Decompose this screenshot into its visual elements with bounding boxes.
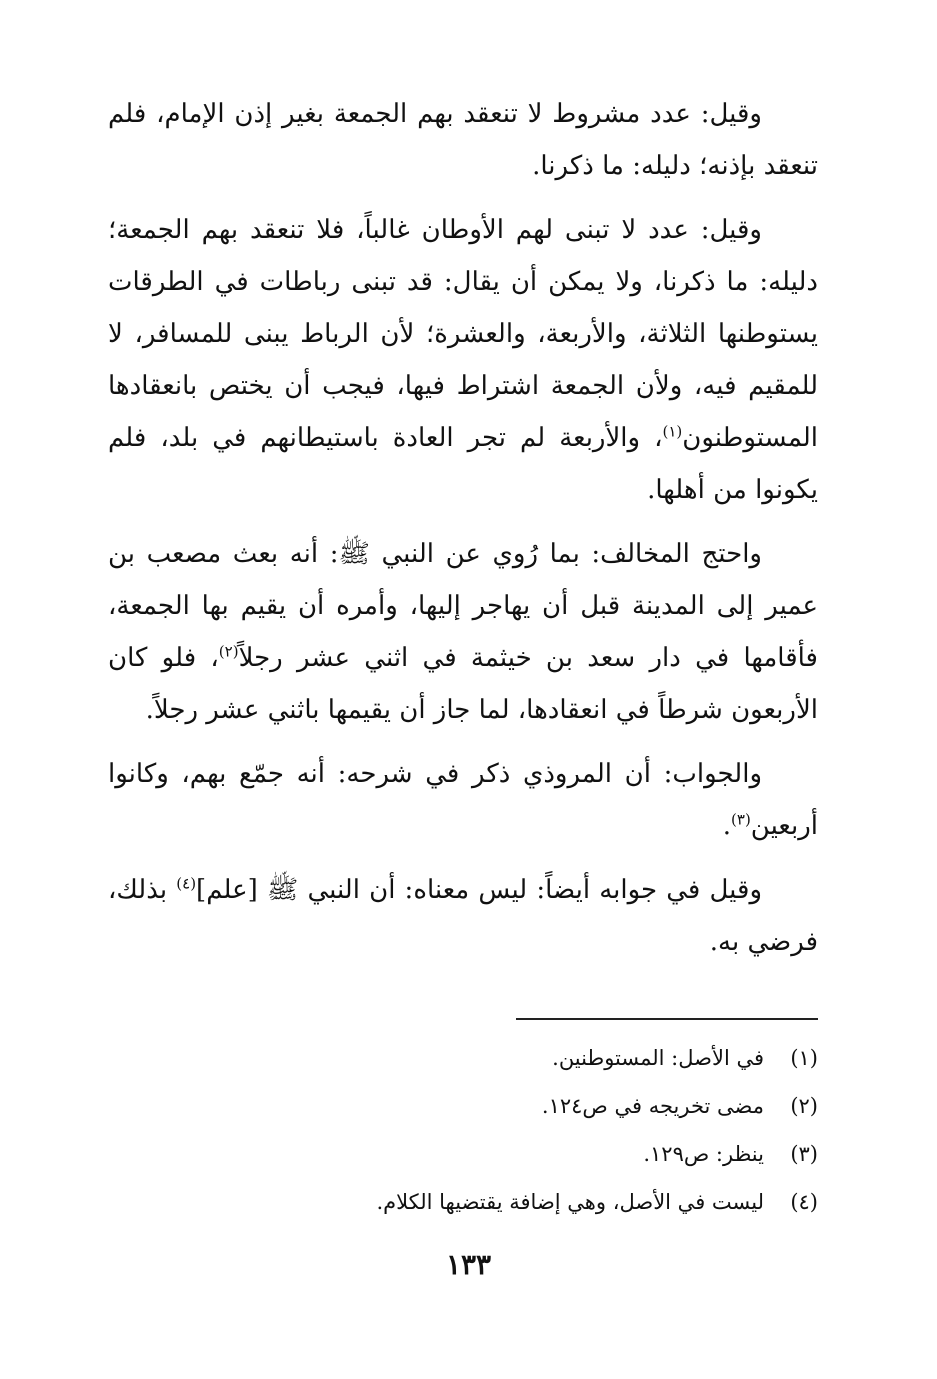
page-number: ١٣٣ <box>445 1248 492 1281</box>
footnote-divider <box>516 1018 818 1020</box>
paragraph-4 <box>108 748 818 852</box>
footnote-ref-3[interactable]: (٣) <box>731 810 751 829</box>
paragraph-2-continuation: ، والأربعة لم تجر العادة باستيطانهم في بلد، فلم يكونوا من أهلها. <box>108 423 818 505</box>
paragraph-3-continuation: ، فلو كان الأربعون شرطاً في انعقادها، لما جاز أن يقيمها باثني عشر رجلاً. <box>108 643 818 725</box>
main-text <box>108 88 818 980</box>
footnote-text: ليست في الأصل، وهي إضافة يقتضيها الكلام. <box>376 1190 764 1214</box>
footnote-number: (٣) <box>790 1142 818 1166</box>
paragraph-5-continuation: بذلك، فرضي به. <box>108 875 818 957</box>
footnotes-list <box>218 1034 818 1226</box>
paragraph-3-text: واحتج المخالف: بما رُوي عن النبي ﷺ: أنه بعث مصعب بن عمير إلى المدينة قبل أن يهاجر إليها، وأمره أن يقيم بها الجمعة، فأقامها في دار سعد بن خيثمة في اثني عشر رجلاً <box>108 539 818 673</box>
paragraph-1-text: وقيل: عدد مشروط لا تنعقد بهم الجمعة بغير إذن الإمام، فلم تنعقد بإذنه؛ دليله: ما ذكرنا. <box>108 99 818 181</box>
footnote-number: (١) <box>790 1046 818 1070</box>
paragraph-3 <box>108 528 818 736</box>
paragraph-2-text: وقيل: عدد لا تبنى لهم الأوطان غالباً، فلا تنعقد بهم الجمعة؛ دليله: ما ذكرنا، ولا يمكن أن يقال: قد تبنى رباطات في الطرقات يستوطنها الثلاثة، والأربعة، والعشرة؛ لأن الرباط يبنى للمسافر، لا للمقيم فيه، ولأن الجمعة اشتراط فيها، فيجب أن يختص بانعقادها المستوطنون <box>108 215 818 453</box>
paragraph-5 <box>108 864 818 968</box>
paragraph-2 <box>108 204 818 516</box>
paragraph-1 <box>108 88 818 192</box>
footnote-ref-2[interactable]: (٢) <box>218 642 239 661</box>
footnote-text: في الأصل: المستوطنين. <box>552 1046 764 1070</box>
footnote-ref-1[interactable]: (١) <box>662 422 683 441</box>
paragraph-4-text: والجواب: أن المروذي ذكر في شرحه: أنه جمّع بهم، وكانوا أربعين <box>108 759 818 841</box>
paragraph-5-text: وقيل في جوابه أيضاً: ليس معناه: أن النبي ﷺ [علم] <box>196 875 763 905</box>
footnote-2 <box>218 1082 818 1130</box>
footnote-number: (٢) <box>790 1094 818 1118</box>
footnote-1 <box>218 1034 818 1082</box>
footnote-3 <box>218 1130 818 1178</box>
footnote-ref-4[interactable]: (٤) <box>176 874 197 893</box>
footnote-4 <box>218 1178 818 1226</box>
footnote-text: مضى تخريجه في ص١٢٤. <box>541 1094 764 1118</box>
footnote-text: ينظر: ص١٢٩. <box>643 1142 764 1166</box>
footnote-number: (٤) <box>790 1190 818 1214</box>
paragraph-4-continuation: . <box>722 811 732 841</box>
